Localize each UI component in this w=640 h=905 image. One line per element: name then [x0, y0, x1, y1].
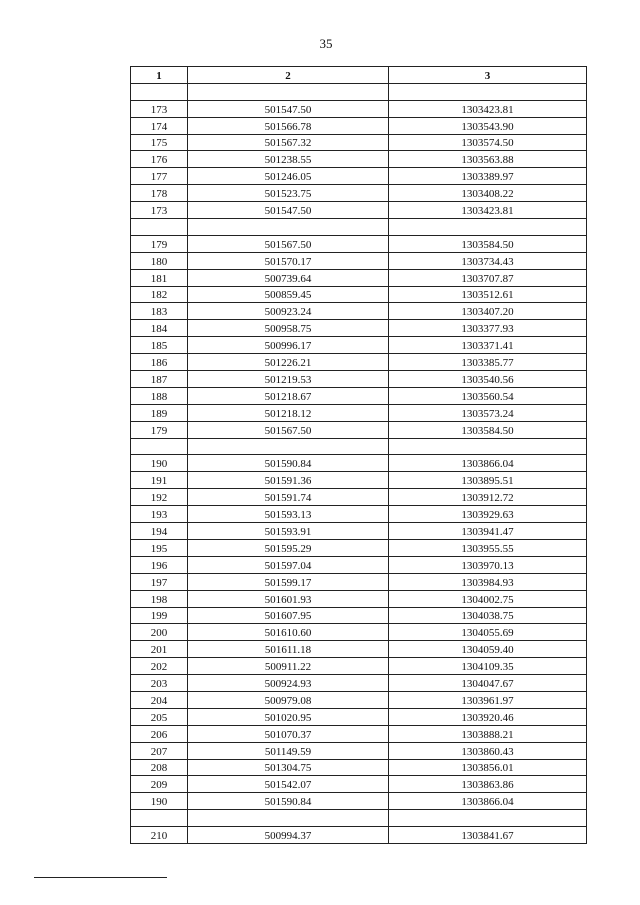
point-number-cell: 181	[131, 269, 188, 286]
table-row	[131, 185, 587, 202]
table-row	[131, 506, 587, 523]
x-coordinate-cell: 500979.08	[188, 691, 389, 708]
table-header-row	[131, 67, 587, 84]
y-coordinate-cell: 1304002.75	[389, 590, 587, 607]
x-coordinate-cell: 501593.13	[188, 506, 389, 523]
y-coordinate-cell: 1303841.67	[389, 827, 587, 844]
table-row	[131, 100, 587, 117]
table-row	[131, 387, 587, 404]
point-number-cell: 173	[131, 202, 188, 219]
y-coordinate-cell: 1304059.40	[389, 641, 587, 658]
y-coordinate-cell	[389, 83, 587, 100]
y-coordinate-cell: 1303584.50	[389, 235, 587, 252]
y-coordinate-cell: 1303574.50	[389, 134, 587, 151]
x-coordinate-cell: 501219.53	[188, 371, 389, 388]
table-row	[131, 742, 587, 759]
x-coordinate-cell: 501547.50	[188, 100, 389, 117]
table-body	[131, 83, 587, 843]
table-row	[131, 269, 587, 286]
y-coordinate-cell: 1303584.50	[389, 421, 587, 438]
table-row	[131, 151, 587, 168]
y-coordinate-cell: 1304055.69	[389, 624, 587, 641]
y-coordinate-cell: 1303707.87	[389, 269, 587, 286]
point-number-cell: 201	[131, 641, 188, 658]
y-coordinate-cell: 1303423.81	[389, 100, 587, 117]
point-number-cell: 174	[131, 117, 188, 134]
table-row	[131, 708, 587, 725]
y-coordinate-cell: 1304038.75	[389, 607, 587, 624]
point-number-cell: 188	[131, 387, 188, 404]
x-coordinate-cell: 501570.17	[188, 252, 389, 269]
y-coordinate-cell: 1303961.97	[389, 691, 587, 708]
y-coordinate-cell	[389, 219, 587, 236]
point-number-cell: 202	[131, 658, 188, 675]
table-row	[131, 83, 587, 100]
footnote-separator	[34, 877, 167, 878]
x-coordinate-cell	[188, 219, 389, 236]
x-coordinate-cell: 501610.60	[188, 624, 389, 641]
point-number-cell: 180	[131, 252, 188, 269]
x-coordinate-cell: 501566.78	[188, 117, 389, 134]
point-number-cell: 193	[131, 506, 188, 523]
x-coordinate-cell: 501611.18	[188, 641, 389, 658]
table-row	[131, 658, 587, 675]
x-coordinate-cell: 501246.05	[188, 168, 389, 185]
point-number-cell: 187	[131, 371, 188, 388]
table-row	[131, 117, 587, 134]
point-number-cell	[131, 810, 188, 827]
x-coordinate-cell: 501601.93	[188, 590, 389, 607]
y-coordinate-cell: 1303955.55	[389, 539, 587, 556]
point-number-cell: 186	[131, 354, 188, 371]
x-coordinate-cell	[188, 83, 389, 100]
y-coordinate-cell: 1303389.97	[389, 168, 587, 185]
y-coordinate-cell: 1304109.35	[389, 658, 587, 675]
x-coordinate-cell: 501591.36	[188, 472, 389, 489]
x-coordinate-cell: 501607.95	[188, 607, 389, 624]
x-coordinate-cell: 501218.12	[188, 404, 389, 421]
point-number-cell: 198	[131, 590, 188, 607]
point-number-cell: 182	[131, 286, 188, 303]
table-row	[131, 219, 587, 236]
table-row	[131, 523, 587, 540]
table-row	[131, 489, 587, 506]
x-coordinate-cell: 501304.75	[188, 759, 389, 776]
y-coordinate-cell: 1303941.47	[389, 523, 587, 540]
table-row	[131, 827, 587, 844]
x-coordinate-cell: 501523.75	[188, 185, 389, 202]
x-coordinate-cell	[188, 438, 389, 455]
point-number-cell: 207	[131, 742, 188, 759]
point-number-cell: 196	[131, 556, 188, 573]
point-number-cell: 190	[131, 793, 188, 810]
table-row	[131, 303, 587, 320]
y-coordinate-cell: 1303895.51	[389, 472, 587, 489]
point-number-cell: 205	[131, 708, 188, 725]
y-coordinate-cell: 1303912.72	[389, 489, 587, 506]
point-number-cell	[131, 438, 188, 455]
table-row	[131, 134, 587, 151]
point-number-cell: 194	[131, 523, 188, 540]
table-row	[131, 776, 587, 793]
x-coordinate-cell: 501590.84	[188, 455, 389, 472]
point-number-cell: 195	[131, 539, 188, 556]
point-number-cell: 199	[131, 607, 188, 624]
point-number-cell: 209	[131, 776, 188, 793]
x-coordinate-cell: 501218.67	[188, 387, 389, 404]
point-number-cell: 203	[131, 675, 188, 692]
point-number-cell: 185	[131, 337, 188, 354]
x-coordinate-cell: 501149.59	[188, 742, 389, 759]
point-number-cell: 176	[131, 151, 188, 168]
point-number-cell: 184	[131, 320, 188, 337]
column-header-y-coordinate: 3	[389, 67, 587, 84]
table-row	[131, 252, 587, 269]
y-coordinate-cell: 1303984.93	[389, 573, 587, 590]
y-coordinate-cell: 1303408.22	[389, 185, 587, 202]
x-coordinate-cell: 501070.37	[188, 725, 389, 742]
x-coordinate-cell: 501542.07	[188, 776, 389, 793]
point-number-cell: 206	[131, 725, 188, 742]
y-coordinate-cell: 1304047.67	[389, 675, 587, 692]
table-row	[131, 556, 587, 573]
point-number-cell: 178	[131, 185, 188, 202]
x-coordinate-cell: 501567.32	[188, 134, 389, 151]
y-coordinate-cell	[389, 810, 587, 827]
coordinates-table	[130, 66, 587, 844]
table-row	[131, 286, 587, 303]
y-coordinate-cell: 1303560.54	[389, 387, 587, 404]
point-number-cell: 191	[131, 472, 188, 489]
point-number-cell	[131, 83, 188, 100]
y-coordinate-cell: 1303512.61	[389, 286, 587, 303]
table-row	[131, 590, 587, 607]
table-row	[131, 641, 587, 658]
point-number-cell: 183	[131, 303, 188, 320]
x-coordinate-cell: 500994.37	[188, 827, 389, 844]
y-coordinate-cell: 1303866.04	[389, 793, 587, 810]
y-coordinate-cell	[389, 438, 587, 455]
y-coordinate-cell: 1303856.01	[389, 759, 587, 776]
x-coordinate-cell: 500924.93	[188, 675, 389, 692]
point-number-cell	[131, 219, 188, 236]
x-coordinate-cell	[188, 810, 389, 827]
y-coordinate-cell: 1303377.93	[389, 320, 587, 337]
y-coordinate-cell: 1303423.81	[389, 202, 587, 219]
x-coordinate-cell: 500958.75	[188, 320, 389, 337]
table-row	[131, 810, 587, 827]
x-coordinate-cell: 501547.50	[188, 202, 389, 219]
y-coordinate-cell: 1303540.56	[389, 371, 587, 388]
table-row	[131, 539, 587, 556]
table-row	[131, 759, 587, 776]
point-number-cell: 190	[131, 455, 188, 472]
table-row	[131, 421, 587, 438]
column-header-point-number: 1	[131, 67, 188, 84]
table-row	[131, 573, 587, 590]
table-row	[131, 354, 587, 371]
point-number-cell: 177	[131, 168, 188, 185]
table-row	[131, 725, 587, 742]
y-coordinate-cell: 1303860.43	[389, 742, 587, 759]
table-row	[131, 607, 587, 624]
table-row	[131, 691, 587, 708]
x-coordinate-cell: 500911.22	[188, 658, 389, 675]
x-coordinate-cell: 501590.84	[188, 793, 389, 810]
y-coordinate-cell: 1303863.86	[389, 776, 587, 793]
x-coordinate-cell: 501597.04	[188, 556, 389, 573]
x-coordinate-cell: 500923.24	[188, 303, 389, 320]
page-number: 35	[319, 36, 333, 51]
table-row	[131, 793, 587, 810]
table-row	[131, 624, 587, 641]
y-coordinate-cell: 1303866.04	[389, 455, 587, 472]
point-number-cell: 200	[131, 624, 188, 641]
y-coordinate-cell: 1303407.20	[389, 303, 587, 320]
table-row	[131, 675, 587, 692]
y-coordinate-cell: 1303563.88	[389, 151, 587, 168]
column-header-x-coordinate: 2	[188, 67, 389, 84]
table-row	[131, 455, 587, 472]
y-coordinate-cell: 1303970.13	[389, 556, 587, 573]
y-coordinate-cell: 1303371.41	[389, 337, 587, 354]
x-coordinate-cell: 501226.21	[188, 354, 389, 371]
y-coordinate-cell: 1303929.63	[389, 506, 587, 523]
point-number-cell: 204	[131, 691, 188, 708]
table-row	[131, 235, 587, 252]
table-row	[131, 438, 587, 455]
x-coordinate-cell: 501238.55	[188, 151, 389, 168]
x-coordinate-cell: 500996.17	[188, 337, 389, 354]
y-coordinate-cell: 1303734.43	[389, 252, 587, 269]
table-row	[131, 320, 587, 337]
y-coordinate-cell: 1303888.21	[389, 725, 587, 742]
point-number-cell: 179	[131, 421, 188, 438]
y-coordinate-cell: 1303543.90	[389, 117, 587, 134]
point-number-cell: 173	[131, 100, 188, 117]
point-number-cell: 208	[131, 759, 188, 776]
y-coordinate-cell: 1303385.77	[389, 354, 587, 371]
point-number-cell: 192	[131, 489, 188, 506]
table-row	[131, 337, 587, 354]
x-coordinate-cell: 501593.91	[188, 523, 389, 540]
point-number-cell: 197	[131, 573, 188, 590]
x-coordinate-cell: 500859.45	[188, 286, 389, 303]
y-coordinate-cell: 1303573.24	[389, 404, 587, 421]
table-row	[131, 371, 587, 388]
x-coordinate-cell: 501595.29	[188, 539, 389, 556]
point-number-cell: 179	[131, 235, 188, 252]
x-coordinate-cell: 501567.50	[188, 421, 389, 438]
table-row	[131, 168, 587, 185]
point-number-cell: 189	[131, 404, 188, 421]
x-coordinate-cell: 501591.74	[188, 489, 389, 506]
table-row	[131, 404, 587, 421]
table-row	[131, 472, 587, 489]
point-number-cell: 175	[131, 134, 188, 151]
point-number-cell: 210	[131, 827, 188, 844]
x-coordinate-cell: 501599.17	[188, 573, 389, 590]
x-coordinate-cell: 501567.50	[188, 235, 389, 252]
x-coordinate-cell: 501020.95	[188, 708, 389, 725]
y-coordinate-cell: 1303920.46	[389, 708, 587, 725]
x-coordinate-cell: 500739.64	[188, 269, 389, 286]
table-row	[131, 202, 587, 219]
